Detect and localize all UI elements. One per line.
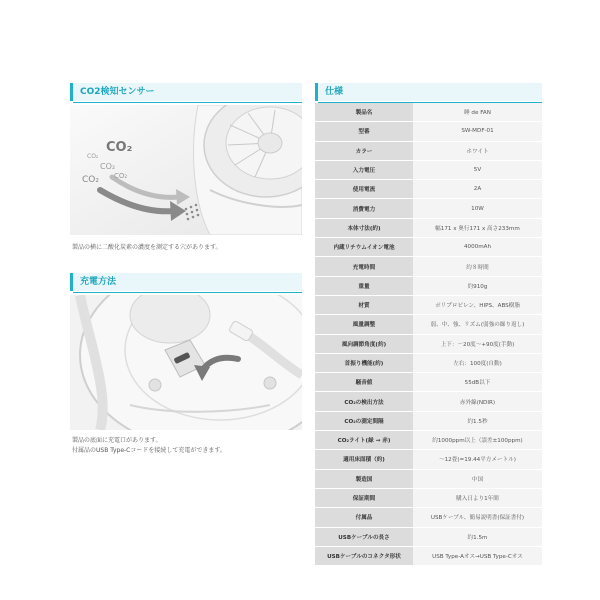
spec-row [315, 411, 542, 430]
spec-key: CO₂ライト(緑 → 赤) [315, 431, 413, 450]
spec-row [315, 353, 542, 372]
spec-row [315, 218, 542, 237]
charging-section-title [70, 273, 302, 291]
spec-key: CO₂の検出方法 [315, 392, 413, 411]
spec-value: 中国 [413, 469, 542, 488]
spec-key: 付属品 [315, 508, 413, 527]
spec-value: 左右：100度(自動) [413, 353, 542, 372]
spec-key: 重量 [315, 276, 413, 295]
spec-value: SW-MDF-01 [413, 122, 542, 141]
co2-label: CO₂ [87, 153, 99, 160]
spec-row [315, 431, 542, 450]
spec-row [315, 469, 542, 488]
spec-value: 睡 de FAN [413, 103, 542, 122]
spec-key: 保証期間 [315, 488, 413, 507]
spec-value: 55dB以下 [413, 373, 542, 392]
spec-value: 4000mAh [413, 238, 542, 257]
co2-sensor-title-text: CO2検知センサー [80, 87, 155, 97]
spec-key: 型番 [315, 122, 413, 141]
spec-key: 風向調節角度(約) [315, 334, 413, 353]
spec-row [315, 199, 542, 218]
spec-value: USB Type-Aオス→USB Type-Cオス [413, 546, 542, 565]
spec-value: 弱、中、強、リズム(弱強の繰り返し) [413, 315, 542, 334]
spec-value: USBケーブル、簡易説明書(保証書付) [413, 508, 542, 527]
spec-key: 使用電流 [315, 180, 413, 199]
spec-key: 材質 [315, 295, 413, 314]
co2-sensor-photo [70, 105, 302, 235]
spec-key: 入力電圧 [315, 160, 413, 179]
co2-sensor-caption: 製品の横に二酸化炭素の濃度を測定する穴があります。 [72, 244, 222, 251]
spec-value: 赤外線(NDIR) [413, 392, 542, 411]
spec-value: ホワイト [413, 141, 542, 160]
charging-caption-line-2: 付属品のUSB Type-Cコードを接続して充電ができます。 [72, 447, 226, 454]
spec-value: 約910g [413, 276, 542, 295]
spec-key: CO₂の測定間隔 [315, 411, 413, 430]
spec-key: 消費電力 [315, 199, 413, 218]
spec-table-body [315, 103, 542, 566]
spec-row [315, 257, 542, 276]
spec-value: 約1.5m [413, 527, 542, 546]
charging-illustration [70, 295, 302, 430]
spec-value: ～12畳(=19.44平方メートル) [413, 450, 542, 469]
spec-value: 5V [413, 160, 542, 179]
spec-row [315, 141, 542, 160]
spec-section-title [315, 83, 542, 101]
spec-row [315, 315, 542, 334]
spec-key: USBケーブルの長さ [315, 527, 413, 546]
spec-row [315, 295, 542, 314]
spec-key: USBケーブルのコネクタ形状 [315, 546, 413, 565]
spec-row [315, 122, 542, 141]
charging-title-text: 充電方法 [80, 277, 117, 287]
spec-row [315, 508, 542, 527]
spec-value: 約1000ppm以上（誤差±100ppm) [413, 431, 542, 450]
spec-row [315, 373, 542, 392]
spec-key: 充電時間 [315, 257, 413, 276]
spec-row [315, 450, 542, 469]
spec-key: 風量調整 [315, 315, 413, 334]
co2-label: CO₂ [106, 140, 133, 155]
section-divider [73, 292, 302, 293]
spec-value: ポリプロピレン、HIPS、ABS樹脂 [413, 295, 542, 314]
spec-value: 10W [413, 199, 542, 218]
spec-value: 幅171 x 奥行171 x 高さ233mm [413, 218, 542, 237]
spec-key: 騒音値 [315, 373, 413, 392]
charging-caption-line-1: 製品の底面に充電口があります。 [72, 437, 162, 444]
spec-value: 2A [413, 180, 542, 199]
spec-row [315, 276, 542, 295]
spec-row [315, 527, 542, 546]
spec-row [315, 180, 542, 199]
spec-key: 本体寸法(約) [315, 218, 413, 237]
spec-row [315, 546, 542, 565]
spec-value: 上下：－20度～+90度(手動) [413, 334, 542, 353]
spec-row [315, 392, 542, 411]
spec-key: 適用床面積（約) [315, 450, 413, 469]
co2-label: CO₂ [82, 175, 99, 185]
section-divider [73, 102, 302, 103]
spec-value: 約８時間 [413, 257, 542, 276]
spec-row [315, 488, 542, 507]
spec-table [315, 103, 542, 566]
spec-row [315, 334, 542, 353]
spec-key: 内蔵リチウムイオン電池 [315, 238, 413, 257]
co2-label: CO₂ [114, 172, 128, 180]
co2-label: CO₂ [100, 162, 116, 171]
spec-key: 製品名 [315, 103, 413, 122]
spec-title-text: 仕様 [325, 87, 344, 97]
spec-key: カラー [315, 141, 413, 160]
spec-key: 首振り機能(約) [315, 353, 413, 372]
spec-row [315, 103, 542, 122]
spec-row [315, 160, 542, 179]
charging-port-photo [70, 295, 302, 430]
co2-sensor-section-title [70, 83, 302, 101]
spec-value: 購入日より1年間 [413, 488, 542, 507]
spec-value: 約1.5秒 [413, 411, 542, 430]
spec-key: 製造国 [315, 469, 413, 488]
spec-row [315, 238, 542, 257]
